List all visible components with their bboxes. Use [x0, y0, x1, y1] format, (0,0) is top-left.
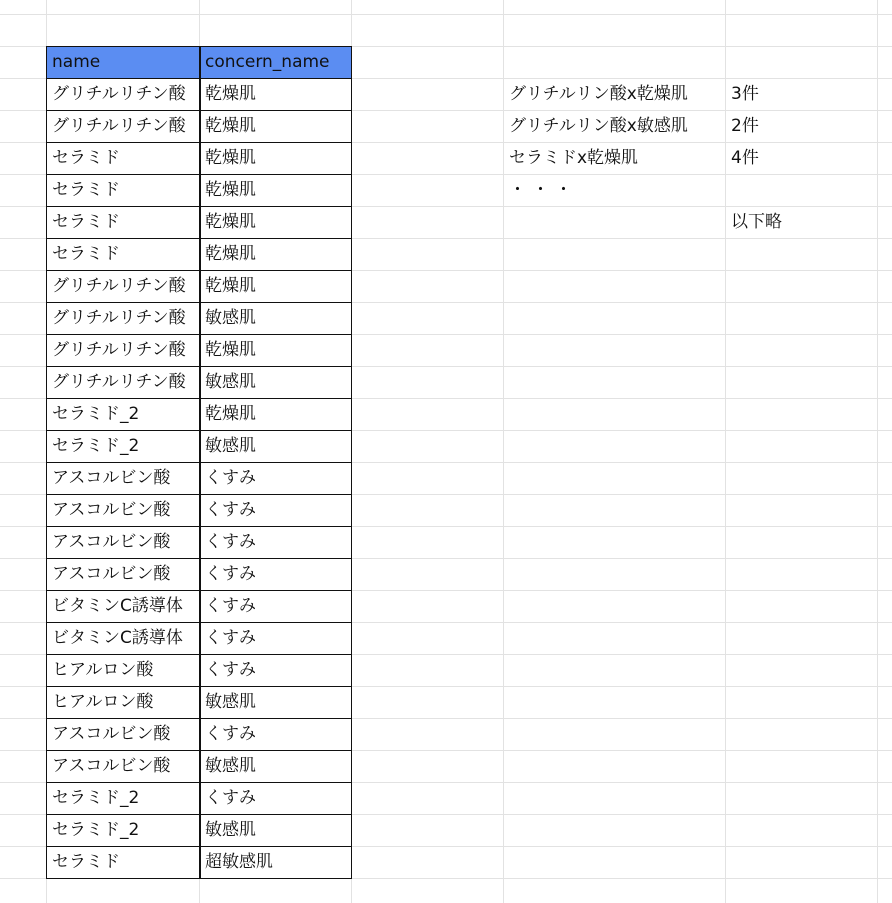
summary-count-cell[interactable]: 2件 — [731, 116, 759, 136]
table-row-divider — [46, 718, 351, 719]
table-row-divider — [46, 814, 351, 815]
table-cell-name[interactable]: アスコルビン酸 — [52, 724, 171, 744]
table-row-divider — [46, 110, 351, 111]
header-cell-concern-name[interactable]: concern_name — [199, 46, 351, 78]
table-cell-concern[interactable]: 乾燥肌 — [205, 340, 256, 360]
table-row-divider — [46, 78, 351, 79]
table-row-divider — [46, 782, 351, 783]
table-cell-name[interactable]: アスコルビン酸 — [52, 500, 171, 520]
summary-count-cell[interactable]: 3件 — [731, 84, 759, 104]
table-cell-concern[interactable]: 乾燥肌 — [205, 148, 256, 168]
table-cell-name[interactable]: グリチルリチン酸 — [52, 276, 186, 296]
summary-label-cell[interactable]: ・・・ — [509, 180, 578, 200]
table-cell-name[interactable]: アスコルビン酸 — [52, 532, 171, 552]
table-row-divider — [46, 622, 351, 623]
table-row-divider — [46, 686, 351, 687]
table-cell-name[interactable]: グリチルリチン酸 — [52, 116, 186, 136]
table-row-divider — [46, 302, 351, 303]
table-cell-concern[interactable]: 敏感肌 — [205, 820, 256, 840]
table-cell-name[interactable]: セラミド_2 — [52, 788, 140, 808]
table-row-divider — [46, 270, 351, 271]
table-cell-name[interactable]: セラミド — [52, 852, 120, 872]
table-row-divider — [46, 558, 351, 559]
table-row-divider — [46, 654, 351, 655]
table-cell-concern[interactable]: くすみ — [205, 660, 256, 680]
table-row-divider — [46, 142, 351, 143]
table-cell-name[interactable]: ビタミンC誘導体 — [52, 628, 183, 648]
table-cell-name[interactable]: ヒアルロン酸 — [52, 692, 154, 712]
table-cell-concern[interactable]: 乾燥肌 — [205, 212, 256, 232]
summary-label-cell[interactable]: セラミドx乾燥肌 — [509, 148, 639, 168]
table-cell-concern[interactable]: くすみ — [205, 468, 256, 488]
summary-label-cell[interactable]: グリチルリン酸x乾燥肌 — [509, 84, 688, 104]
table-cell-concern[interactable]: 敏感肌 — [205, 372, 256, 392]
table-cell-concern[interactable]: 敏感肌 — [205, 436, 256, 456]
table-row-divider — [46, 366, 351, 367]
table-row-divider — [46, 846, 351, 847]
table-cell-concern[interactable]: くすみ — [205, 564, 256, 584]
table-cell-concern[interactable]: くすみ — [205, 628, 256, 648]
table-cell-name[interactable]: グリチルリチン酸 — [52, 340, 186, 360]
table-cell-name[interactable]: アスコルビン酸 — [52, 468, 171, 488]
table-cell-concern[interactable]: くすみ — [205, 500, 256, 520]
table-cell-concern[interactable]: 超敏感肌 — [205, 852, 273, 872]
table-cell-name[interactable]: グリチルリチン酸 — [52, 372, 186, 392]
table-cell-name[interactable]: セラミド — [52, 244, 120, 264]
table-cell-name[interactable]: グリチルリチン酸 — [52, 84, 186, 104]
table-cell-name[interactable]: ヒアルロン酸 — [52, 660, 154, 680]
table-cell-name[interactable]: アスコルビン酸 — [52, 564, 171, 584]
table-cell-concern[interactable]: 敏感肌 — [205, 756, 256, 776]
table-cell-name[interactable]: セラミド_2 — [52, 820, 140, 840]
table-cell-concern[interactable]: 乾燥肌 — [205, 84, 256, 104]
table-cell-concern[interactable]: 乾燥肌 — [205, 244, 256, 264]
table-cell-concern[interactable]: くすみ — [205, 532, 256, 552]
table-row-divider — [46, 750, 351, 751]
table-row-divider — [46, 174, 351, 175]
table-row-divider — [46, 590, 351, 591]
table-cell-concern[interactable]: くすみ — [205, 596, 256, 616]
table-cell-concern[interactable]: くすみ — [205, 788, 256, 808]
table-cell-name[interactable]: セラミド — [52, 148, 120, 168]
table-cell-name[interactable]: セラミド — [52, 180, 120, 200]
summary-count-cell[interactable]: 4件 — [731, 148, 759, 168]
table-cell-concern[interactable]: 敏感肌 — [205, 692, 256, 712]
table-row-divider — [46, 206, 351, 207]
table-cell-concern[interactable]: 乾燥肌 — [205, 116, 256, 136]
summary-count-cell[interactable]: 以下略 — [731, 212, 782, 232]
table-cell-name[interactable]: ビタミンC誘導体 — [52, 596, 183, 616]
table-cell-name[interactable]: セラミド — [52, 212, 120, 232]
table-row-divider — [46, 334, 351, 335]
table-cell-concern[interactable]: 敏感肌 — [205, 308, 256, 328]
table-row-divider — [46, 462, 351, 463]
table-cell-concern[interactable]: くすみ — [205, 724, 256, 744]
table-row-divider — [46, 398, 351, 399]
table-row-divider — [46, 494, 351, 495]
table-cell-name[interactable]: セラミド_2 — [52, 404, 140, 424]
table-row-divider — [46, 430, 351, 431]
table-row-divider — [46, 238, 351, 239]
table-row-divider — [46, 526, 351, 527]
table-cell-concern[interactable]: 乾燥肌 — [205, 180, 256, 200]
summary-label-cell[interactable]: グリチルリン酸x敏感肌 — [509, 116, 688, 136]
header-cell-name[interactable]: name — [46, 46, 199, 78]
table-cell-name[interactable]: アスコルビン酸 — [52, 756, 171, 776]
table-cell-concern[interactable]: 乾燥肌 — [205, 404, 256, 424]
table-cell-name[interactable]: グリチルリチン酸 — [52, 308, 186, 328]
table-cell-name[interactable]: セラミド_2 — [52, 436, 140, 456]
table-cell-concern[interactable]: 乾燥肌 — [205, 276, 256, 296]
